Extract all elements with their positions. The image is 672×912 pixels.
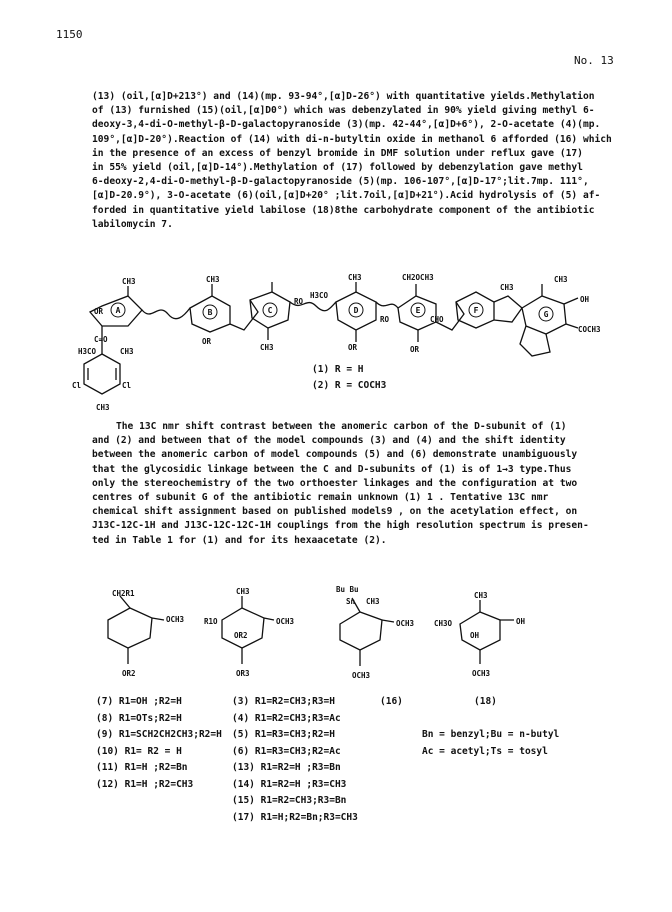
list-item: (14) R1=R2=H ;R3=CH3 (232, 778, 347, 790)
text-line: J13C-12C-1H and J13C-12C-12C-1H couplings from the high resolution spectrum is presen- (92, 520, 589, 532)
atom-label: CH3 (122, 277, 136, 286)
text-line: of (13) furnished (15)(oil,[α]D0°) which was debenzylated in 90% yield giving methyl 6- (92, 105, 595, 117)
journal-issue: No. 13 (574, 54, 614, 67)
ring-label: D (353, 306, 359, 315)
ring-label: A (115, 306, 121, 315)
atom-label: RO (380, 315, 390, 324)
atom-label: CH3 (474, 591, 488, 600)
atom-label: OCH3 (276, 617, 295, 626)
atom-label: CH2OCH3 (402, 273, 434, 282)
labilose-ring (460, 612, 500, 650)
list-item: Ac = acetyl;Ts = tosyl (422, 745, 548, 757)
atom-label: OR3 (236, 669, 250, 678)
atom-label: OH (470, 631, 480, 640)
list-item: (4) R1=R2=CH3;R3=Ac (232, 712, 341, 724)
atom-label: OR (410, 345, 420, 354)
atom-label: CH3 (96, 403, 110, 412)
ring-label: F (473, 306, 479, 315)
ring-label: G (543, 310, 549, 319)
list-item: (7) R1=OH ;R2=H (96, 696, 182, 707)
atom-label: COCH3 (578, 325, 601, 334)
atom-label: OCH3 (166, 615, 185, 624)
stannylene-ring (340, 612, 382, 650)
anhydro-ring (108, 608, 152, 648)
text-line: 109°,[α]D-20°).Reaction of (14) with di-n-butyltin oxide in methanol 6 afforded (16) which (92, 133, 612, 145)
atom-label: C=O (94, 335, 108, 344)
text-line: [α]D-20.9°), 3-O-acetate (6)(oil,[α]D+20° ;lit.7oil,[α]D+21°).Acid hydrolysis of (5) af- (92, 190, 601, 202)
model-structures (90, 585, 590, 685)
list-item: (9) R1=SCH2CH2CH3;R2=H (96, 729, 222, 740)
text-line: The 13C nmr shift contrast between the anomeric carbon of the D-subunit of (1) (116, 421, 567, 432)
atom-label: OCH3 (352, 671, 371, 680)
atom-label: Bu Bu (336, 585, 359, 594)
text-line: in the presence of an excess of benzyl bromide in DMF solution under reflux gave (17) (92, 147, 583, 159)
atom-label: CH2R1 (112, 589, 135, 598)
structure-label-1: (1) R = H (312, 364, 364, 375)
text-line: between the anomeric carbon of model compounds (5) and (6) demonstrate unambiguously (92, 449, 578, 461)
list-item: (3) R1=R2=CH3;R3=H (232, 696, 335, 707)
list-item: (17) R1=H;R2=Bn;R3=CH3 (232, 811, 358, 823)
atom-label: Cl (72, 381, 82, 390)
atom-label: OR (348, 343, 358, 352)
atom-label: CH3 (206, 275, 220, 284)
text-line: (13) (oil,[α]D+213°) and (14)(mp. 93-94°,[α]D-26°) with quantitative yields.Methylation (92, 91, 595, 102)
text-line: and (2) and between that of the model compounds (3) and (4) and the shift identity (92, 435, 566, 447)
ring-label: C (267, 306, 273, 315)
atom-label: CH3 (260, 343, 274, 352)
atom-label: RO (294, 297, 304, 306)
atom-label: Cl (122, 381, 132, 390)
text-line: ted in Table 1 for (1) and for its hexaacetate (2). (92, 534, 387, 546)
atom-label: CH3 (366, 597, 380, 606)
text-line: centres of subunit G of the antibiotic remain unknown (1) 1 . Tentative 13C nmr (92, 492, 549, 504)
atom-label: OH (580, 295, 590, 304)
list-item: (5) R1=R3=CH3;R2=H (232, 729, 335, 740)
text-line: that the glycosidic linkage between the C and D-subunits of (1) is of 1→3 type.Thus (92, 463, 572, 475)
labilomycin-structure (72, 272, 625, 417)
atom-label: OCH3 (472, 669, 491, 678)
atom-label: CH3 (120, 347, 134, 356)
text-line: in 55% yield (oil,[α]D-14°).Methylation of (17) followed by debenzylation gave methyl (92, 162, 583, 174)
atom-label: OR2 (122, 669, 136, 678)
paragraph-1 (92, 90, 622, 232)
list-item: (8) R1=OTs;R2=H (96, 712, 182, 724)
atom-label: H3CO (78, 347, 97, 356)
text-line: only the stereochemistry of the two orthoester linkages and the configuration at two (92, 477, 578, 489)
atom-label: CH3O (434, 619, 453, 628)
list-item: (6) R1=R3=CH3;R2=Ac (232, 745, 341, 757)
list-item: (11) R1=H ;R2=Bn (96, 762, 188, 773)
atom-label: CH3 (554, 275, 568, 284)
text-line: labilomycin 7. (92, 218, 173, 230)
text-line: 6-deoxy-2,4-di-O-methyl-β-D-galactopyranoside (5)(mp. 106-107°,[α]D-17°;lit.7mp. 111°, (92, 176, 589, 188)
atom-label: R1O (204, 617, 218, 626)
compound-16-label: (16) (380, 696, 403, 707)
ring-label: E (415, 306, 421, 315)
atom-label: H3CO (310, 291, 329, 300)
paragraph-2 (92, 420, 622, 548)
compound-list-1 (96, 694, 222, 793)
structure-label-2: (2) R = COCH3 (312, 380, 387, 391)
aromatic-ring (84, 354, 120, 394)
compound-18-label: (18) (474, 696, 497, 707)
list-item: (12) R1=H ;R2=CH3 (96, 778, 194, 790)
list-item: Bn = benzyl;Bu = n-butyl (422, 729, 560, 740)
atom-label: CHO (430, 315, 444, 324)
atom-label: OR (202, 337, 212, 346)
atom-label: Sn (346, 597, 356, 606)
compound-list-2 (232, 694, 358, 826)
ring-label: B (207, 308, 213, 317)
list-item: (10) R1= R2 = H (96, 745, 182, 757)
text-line: chemical shift assignment based on published models9 , on the acetylation effect, on (92, 506, 578, 518)
text-line: forded in quantitative yield labilose (18)8the carbohydrate component of the antibiotic (92, 204, 595, 216)
atom-label: CH3 (500, 283, 514, 292)
atom-label: OH (516, 617, 526, 626)
atom-label: OCH3 (396, 619, 415, 628)
text-line: deoxy-3,4-di-O-methyl-β-D-galactopyranoside (3)(mp. 42-44°,[α]D+6°), 2-O-acetate (4)(mp. (92, 119, 601, 131)
page-number: 1150 (56, 28, 83, 41)
atom-label: OR2 (234, 631, 248, 640)
atom-label: CH3 (348, 273, 362, 282)
atom-label: OR (94, 307, 104, 316)
list-item: (15) R1=R2=CH3;R3=Bn (232, 795, 347, 806)
atom-label: CH3 (236, 587, 250, 596)
list-item: (13) R1=R2=H ;R3=Bn (232, 762, 341, 773)
abbreviations (422, 727, 559, 760)
pyranoside-ring (222, 608, 264, 648)
